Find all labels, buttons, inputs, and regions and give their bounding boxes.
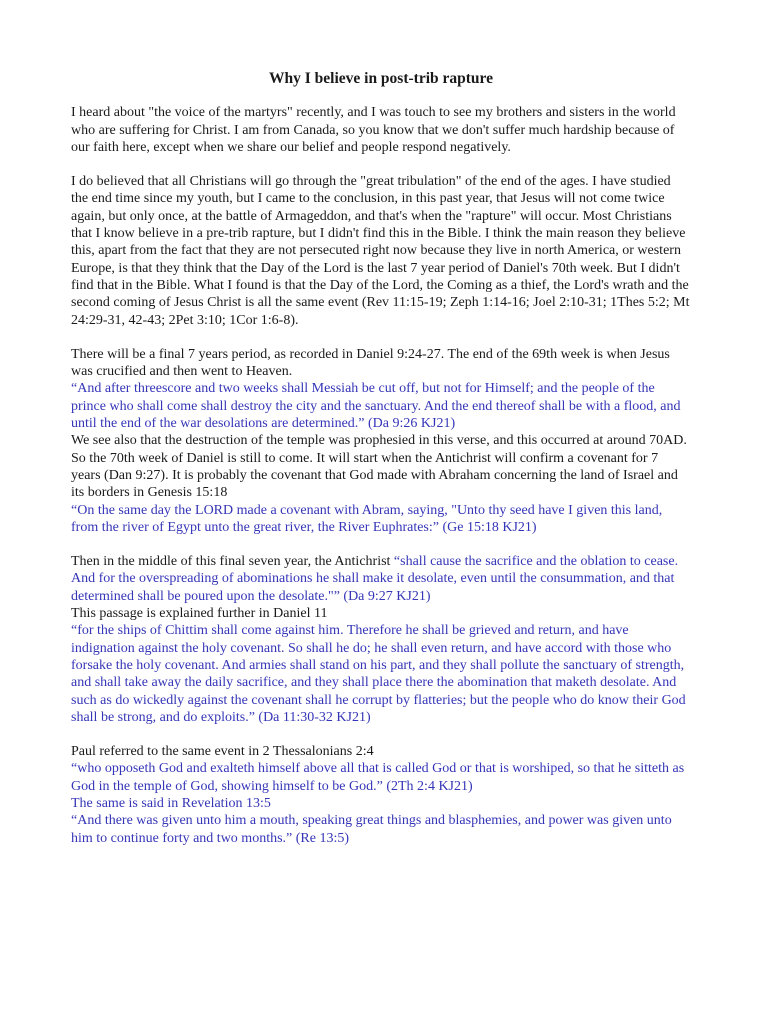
scripture-quote-daniel-9-26: “And after threescore and two weeks shall Messiah be cut off, but not for Himself; and the people of the prince who shall come shall destroy the city and the sanctuary. And the end thereof shall be with a flood, and until the end of the war desolations are determined.” (Da 9:26 KJ21) xyxy=(71,381,681,432)
scripture-quote-daniel-9-27: “shall cause the sacrifice and the oblation to cease. And for the overspreading of abominations he shall make it desolate, even until the consummation, and that determined shall be poured upon the desolate."” (Da 9:27 KJ21) xyxy=(71,554,679,604)
paragraph-seventieth-week: So the 70th week of Daniel is still to come. It will start when the Antichrist will confirm a covenant for 7 years (Dan 9:27). It is probably the covenant that God made with Abraham concerning the land of Israel and its borders in Genesis 15:18 xyxy=(71,450,678,501)
antichrist-intro-text: Then in the middle of this final seven year, the Antichrist xyxy=(71,554,394,570)
scripture-quote-2-thessalonians: “who opposeth God and exalteth himself above all that is called God or that is worshiped, so that he sitteth as God in the temple of God, showing himself to be God.” (2Th 2:4 KJ21) xyxy=(71,761,685,794)
document-title: Why I believe in post-trib rapture xyxy=(268,70,494,87)
scripture-quote-revelation-13-5: “And there was given unto him a mouth, speaking great things and blasphemies, and power was given unto him to continue forty and two months.” (Re 13:5) xyxy=(71,813,672,846)
paragraph-gap xyxy=(71,536,691,553)
paragraph-gap xyxy=(71,329,691,346)
paragraph-thessalonians-intro: Paul referred to the same event in 2 Thessalonians 2:4 xyxy=(71,744,374,760)
scripture-quote-daniel-11: “for the ships of Chittim shall come against him. Therefore he shall be grieved and return, and have indignation against the holy covenant. So shall he do; he shall even return, and have accord with those who forsake the holy covenant. And armies shall stand on his part, and they shall pollute the sanctuary of strength, and shall take away the daily sacrifice, and they shall place there the abomination that maketh desolate. And such as do wickedly against the covenant shall he corrupt by flatteries; but the people who do know their God shall be strong, and do exploits.” (Da 11:30-32 KJ21) xyxy=(71,623,686,725)
scripture-quote-genesis-15-18: “On the same day the LORD made a covenant with Abram, saying, "Unto thy seed have I given this land, from the river of Egypt unto the great river, the River Euphrates:” (Ge 15:18 KJ21) xyxy=(71,502,663,535)
paragraph-gap xyxy=(71,726,691,743)
paragraph-temple-destruction: We see also that the destruction of the temple was prophesied in this verse, and this occurred at around 70AD. xyxy=(71,433,687,449)
document-page xyxy=(71,70,691,847)
paragraph-revelation-intro: The same is said in Revelation 13:5 xyxy=(71,795,271,811)
paragraph-daniel-11-intro: This passage is explained further in Daniel 11 xyxy=(71,606,328,622)
paragraph-antichrist xyxy=(71,553,691,605)
paragraph-intro: I heard about "the voice of the martyrs" recently, and I was touch to see my brothers and sisters in the world who are suffering for Christ. I am from Canada, so you know that we don't suffer much hardship because of our faith here, except when we share our belief and people respond negatively. xyxy=(71,105,676,155)
paragraph-gap xyxy=(71,156,691,173)
paragraph-tribulation: I do believed that all Christians will go through the "great tribulation" of the end of the ages. I have studied the end time since my youth, but I came to the conclusion, in this past year, that Jesus will not come twice again, but only once, at the battle of Armageddon, and that's when the "rapture" will occur. Most Christians that I know believe in a pre-trib rapture, but I didn't find this in the Bible. I think the main reason they believe this, apart from the fact that they are not persecuted right now because they live in north America, or western Europe, is that they think that the Day of the Lord is the last 7 year period of Daniel's 70th week. But I didn't find that in the Bible. What I found is that the Day of the Lord, the Coming as a thief, the Lord's wrath and the second coming of Jesus Christ is all the same event (Rev 11:15-19; Zeph 1:14-16; Joel 2:10-31; 1Thes 5:2; Mt 24:29-31, 42-43; 2Pet 3:10; 1Cor 1:6-8). xyxy=(71,174,690,328)
paragraph-daniel-intro: There will be a final 7 years period, as recorded in Daniel 9:24-27. The end of the 69th week is when Jesus was crucified and then went to Heaven. xyxy=(71,346,670,380)
